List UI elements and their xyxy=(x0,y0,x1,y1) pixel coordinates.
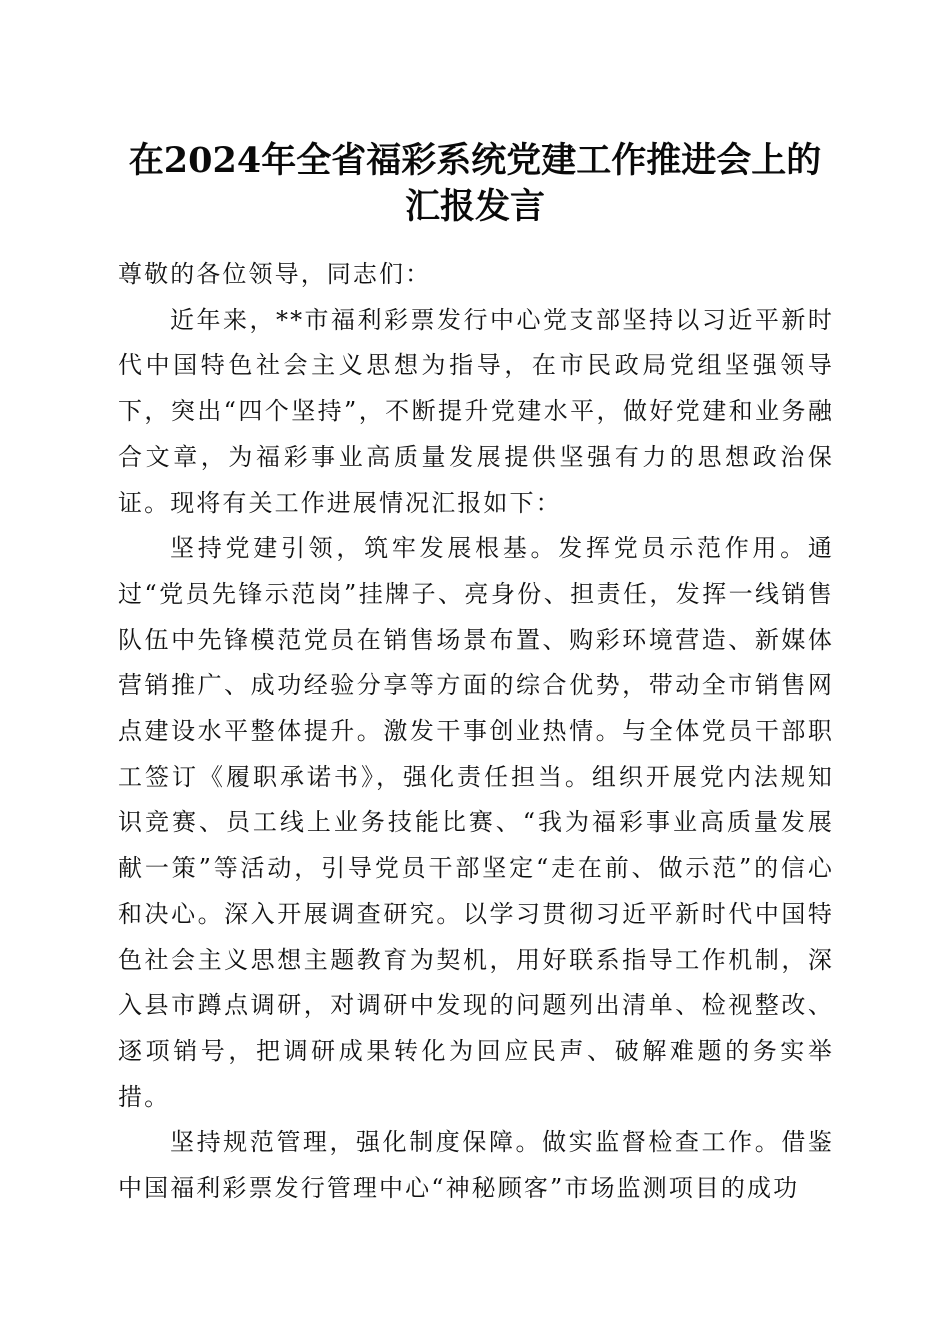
document-title-line-2: 汇报发言 xyxy=(404,186,545,227)
paragraph-standard-management: 坚持规范管理，强化制度保障。做实监督检查工作。借鉴中国福利彩票发行管理中心“神秘顾客”市场监测项目的成功 xyxy=(118,1128,834,1203)
salutation: 尊敬的各位领导，同志们： xyxy=(118,260,432,288)
document-body xyxy=(118,252,834,1212)
document-title-line-1: 在2024年全省福彩系统党建工作推进会上的 xyxy=(128,140,822,181)
paragraph-party-building: 坚持党建引领，筑牢发展根基。发挥党员示范作用。通过“党员先锋示范岗”挂牌子、亮身份、担责任，发挥一线销售队伍中先锋模范党员在销售场景布置、购彩环境营造、新媒体营销推广、成功经验分享等方面的综合优势，带动全市销售网点建设水平整体提升。激发干事创业热情。与全体党员干部职工签订《履职承诺书》，强化责任担当。组织开展党内法规知识竞赛、员工线上业务技能比赛、“我为福彩事业高质量发展献一策”等活动，引导党员干部坚定“走在前、做示范”的信心和决心。深入开展调查研究。以学习贯彻习近平新时代中国特色社会主义思想主题教育为契机，用好联系指导工作机制，深入县市蹲点调研，对调研中发现的问题列出清单、检视整改、逐项销号，把调研成果转化为回应民声、破解难题的务实举措。 xyxy=(118,534,834,1111)
paragraph-intro: 近年来，**市福利彩票发行中心党支部坚持以习近平新时代中国特色社会主义思想为指导，在市民政局党组坚强领导下，突出“四个坚持”，不断提升党建水平，做好党建和业务融合文章，为福彩事业高质量发展提供坚强有力的思想政治保证。现将有关工作进展情况汇报如下： xyxy=(118,305,834,517)
